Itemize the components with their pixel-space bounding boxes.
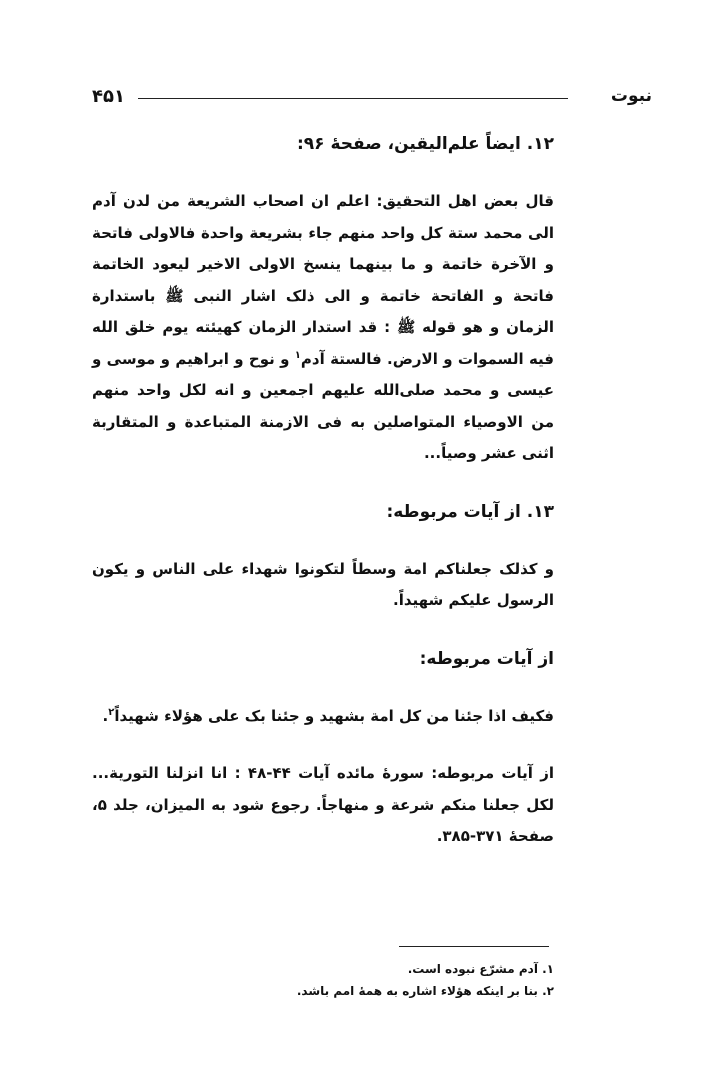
page-body — [92, 128, 554, 853]
footnotes — [200, 958, 554, 1002]
section-paragraph-12 — [92, 186, 554, 470]
page-header — [92, 86, 652, 112]
footnote-2: ۲. بنا بر اینکه هؤلاء اشاره به همهٔ امم باشد. — [296, 984, 554, 998]
section-paragraph-related-verses — [92, 701, 554, 733]
footnote-1: ۱. آدم مشرّع نبوده است. — [407, 962, 554, 976]
footnote-marker-1: ۱ — [294, 349, 301, 361]
paragraph-text-continued: . — [102, 706, 109, 725]
footnote-marker-2: ۲ — [108, 706, 115, 718]
section-paragraph-13: و کذلک جعلناکم امة وسطاً لتکونوا شهداء علی الناس و یکون الرسول علیکم شهیداً. — [92, 559, 554, 609]
section-heading-related-verses: از آیات مربوطه: — [419, 648, 554, 669]
paragraph-text: فکیف اذا جئنا من کل امة بشهید و جئنا بک علی هؤلاء شهیداً — [114, 706, 554, 725]
header-rule — [138, 98, 568, 99]
footnote-separator — [399, 946, 549, 947]
paragraph-text-continued: و نوح و ابراهیم و موسی و عیسی و محمد صلی‌الله علیهم اجمعین و انه لکل واحد منهم من الاوصیاء المتواصلین به فی الازمنة المتباعدة و المتقاربة اثنی عشر وصیاً... — [92, 349, 554, 462]
running-title: نبوت — [610, 86, 652, 106]
section-heading-13: ۱۳. از آیات مربوطه: — [386, 501, 554, 522]
section-paragraph-maida-reference: از آیات مربوطه: سورهٔ مائده آیات ۴۴-۴۸ : انا انزلنا التوریة... لکل جعلنا منکم شرعة و منهاجاً. رجوع شود به المیزان، جلد ۵، صفحهٔ ۳۷۱-۳۸۵. — [92, 764, 554, 845]
paragraph-text: قال بعض اهل التحقیق: اعلم ان اصحاب الشریعة من لدن آدم الی محمد ستة کل واحد منهم جاء بشریعة واحدة فالاولی فاتحة و الآخرة خاتمة و ما بینهما ینسخ الاولی الاخیر لیعود الخاتمة فاتحة و الفاتحة خاتمة و الی ذلک اشار النبی ﷺ باستدارة الزمان و هو قوله ﷺ : قد استدار الزمان کهیئته یوم خلق الله فیه السموات و الارض. فالستة آدم — [92, 192, 554, 368]
page-number: ۴۵۱ — [92, 86, 125, 107]
section-heading-12: ۱۲. ایضاً علم‌الیقین، صفحهٔ ۹۶: — [296, 134, 554, 154]
